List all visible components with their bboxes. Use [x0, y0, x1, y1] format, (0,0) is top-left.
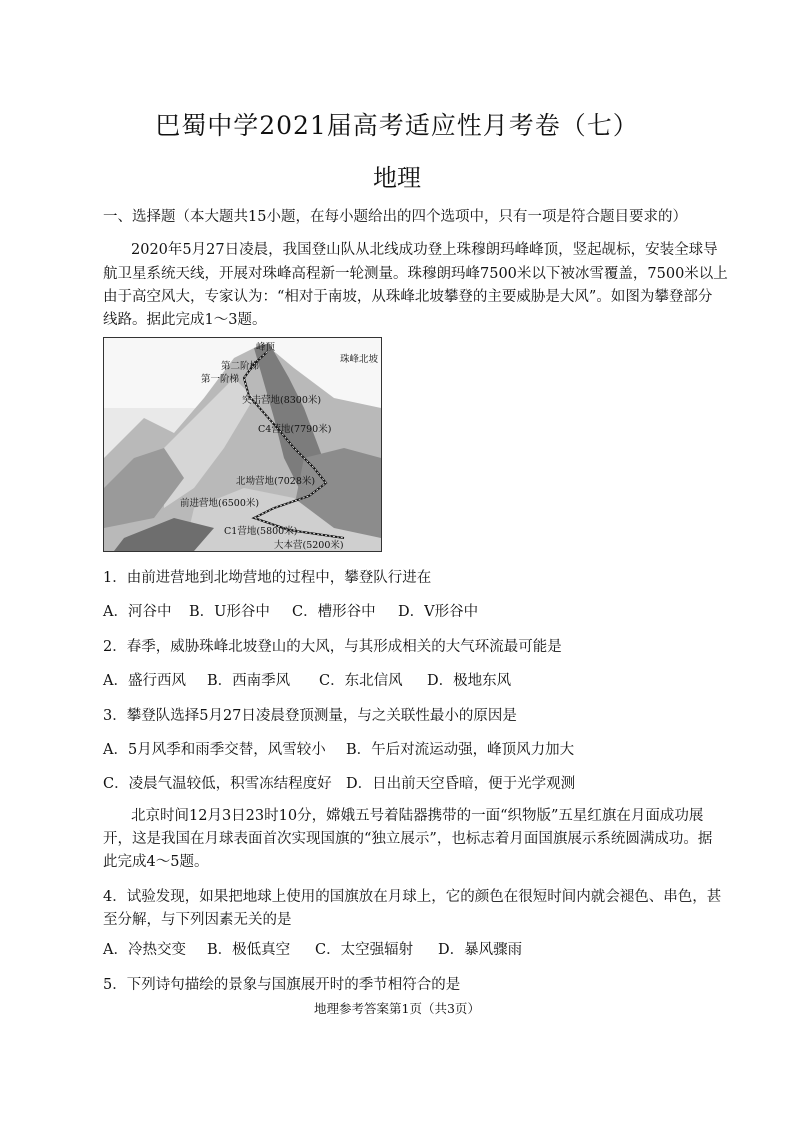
question-2-stem: 2．春季，威胁珠峰北坡登山的大风，与其形成相关的大气环流最可能是	[103, 639, 562, 655]
q2-option-a: A．盛行西风	[103, 673, 186, 689]
passage2-line-2: 开，这是我国在月球表面首次实现国旗的“独立展示”，也标志着月面国旗展示系统圆满成功。据	[103, 831, 713, 847]
q4-option-b: B．极低真空	[207, 942, 291, 958]
question-3-options-row1	[103, 740, 574, 760]
q3-option-a: A．5月风季和雨季交替，风雪较小	[103, 742, 326, 758]
passage1-line-2: 航卫星系统天线，开展对珠峰高程新一轮测量。珠穆朗玛峰7500米以下被冰雪覆盖，7500米以上	[103, 266, 728, 282]
q4-option-c: C．太空强辐射	[315, 942, 414, 958]
question-1-stem: 1．由前进营地到北坳营地的过程中，攀登队行进在	[103, 570, 432, 586]
label-north-slope: 珠峰北坡	[340, 354, 379, 365]
label-base-camp: 大本营(5200米)	[274, 540, 344, 551]
q1-option-c: C．槽形谷中	[292, 604, 376, 620]
label-peak: 峰顶	[256, 342, 276, 353]
question-3-options-row2	[103, 774, 575, 794]
q4-option-d: D．暴风骤雨	[438, 942, 523, 958]
label-c1-camp: C1营地(5800米)	[224, 526, 298, 537]
q3-option-b: B．午后对流运动强，峰顶风力加大	[346, 742, 575, 758]
q4-option-a: A．冷热交变	[103, 942, 186, 958]
label-assault-camp: 突击营地(8300米)	[242, 395, 322, 406]
passage1-line-4: 线路。据此完成1～3题。	[103, 312, 267, 328]
label-step1: 第一阶梯	[201, 374, 240, 385]
q2-option-c: C．东北信风	[319, 673, 403, 689]
q3-option-c: C．凌晨气温较低，积雪冻结程度好	[103, 776, 332, 792]
label-north-col-camp: 北坳营地(7028米)	[236, 476, 316, 487]
q1-option-b: B．U形谷中	[189, 604, 270, 620]
question-4-stem-cont: 至分解，与下列因素无关的是	[103, 912, 292, 928]
passage2-line-3: 此完成4～5题。	[103, 854, 209, 870]
passage2-line-1: 北京时间12月3日23时10分，嫦娥五号着陆器携带的一面“织物版”五星红旗在月面成功展	[131, 808, 704, 824]
section-header: 一、选择题（本大题共15小题，在每小题给出的四个选项中，只有一项是符合题目要求的）	[103, 209, 687, 225]
passage1-line-3: 由于高空风大，专家认为：“相对于南坡，从珠峰北坡攀登的主要威胁是大风”。如图为攀登部分	[103, 289, 713, 305]
label-c4-camp: C4营地(7790米)	[258, 424, 332, 435]
question-5-stem: 5．下列诗句描绘的景象与国旗展开时的季节相符合的是	[103, 977, 461, 993]
page-title: 巴蜀中学2021届高考适应性月考卷（七）	[155, 111, 639, 140]
subject-title: 地理	[373, 164, 421, 192]
q2-option-d: D．极地东风	[427, 673, 512, 689]
question-3-stem: 3．攀登队选择5月27日凌晨登顶测量，与之关联性最小的原因是	[103, 708, 517, 724]
label-advance-camp: 前进营地(6500米)	[180, 498, 260, 509]
everest-route-figure	[103, 337, 382, 552]
q1-option-d: D．V形谷中	[398, 604, 479, 620]
question-1-options	[103, 602, 478, 622]
question-2-options	[103, 671, 511, 691]
q2-option-b: B．西南季风	[207, 673, 291, 689]
question-4-options	[103, 940, 522, 960]
label-step2: 第二阶梯	[221, 361, 260, 372]
passage1-line-1: 2020年5月27日凌晨，我国登山队从北线成功登上珠穆朗玛峰峰顶，竖起觇标，安装全球导	[131, 242, 718, 258]
page-footer: 地理参考答案第1页（共3页）	[314, 1001, 480, 1016]
q1-option-a: A．河谷中	[103, 604, 172, 620]
question-4-stem: 4．试验发现，如果把地球上使用的国旗放在月球上，它的颜色在很短时间内就会褪色、串色，甚	[103, 889, 722, 905]
q3-option-d: D．日出前天空昏暗，便于光学观测	[346, 776, 576, 792]
